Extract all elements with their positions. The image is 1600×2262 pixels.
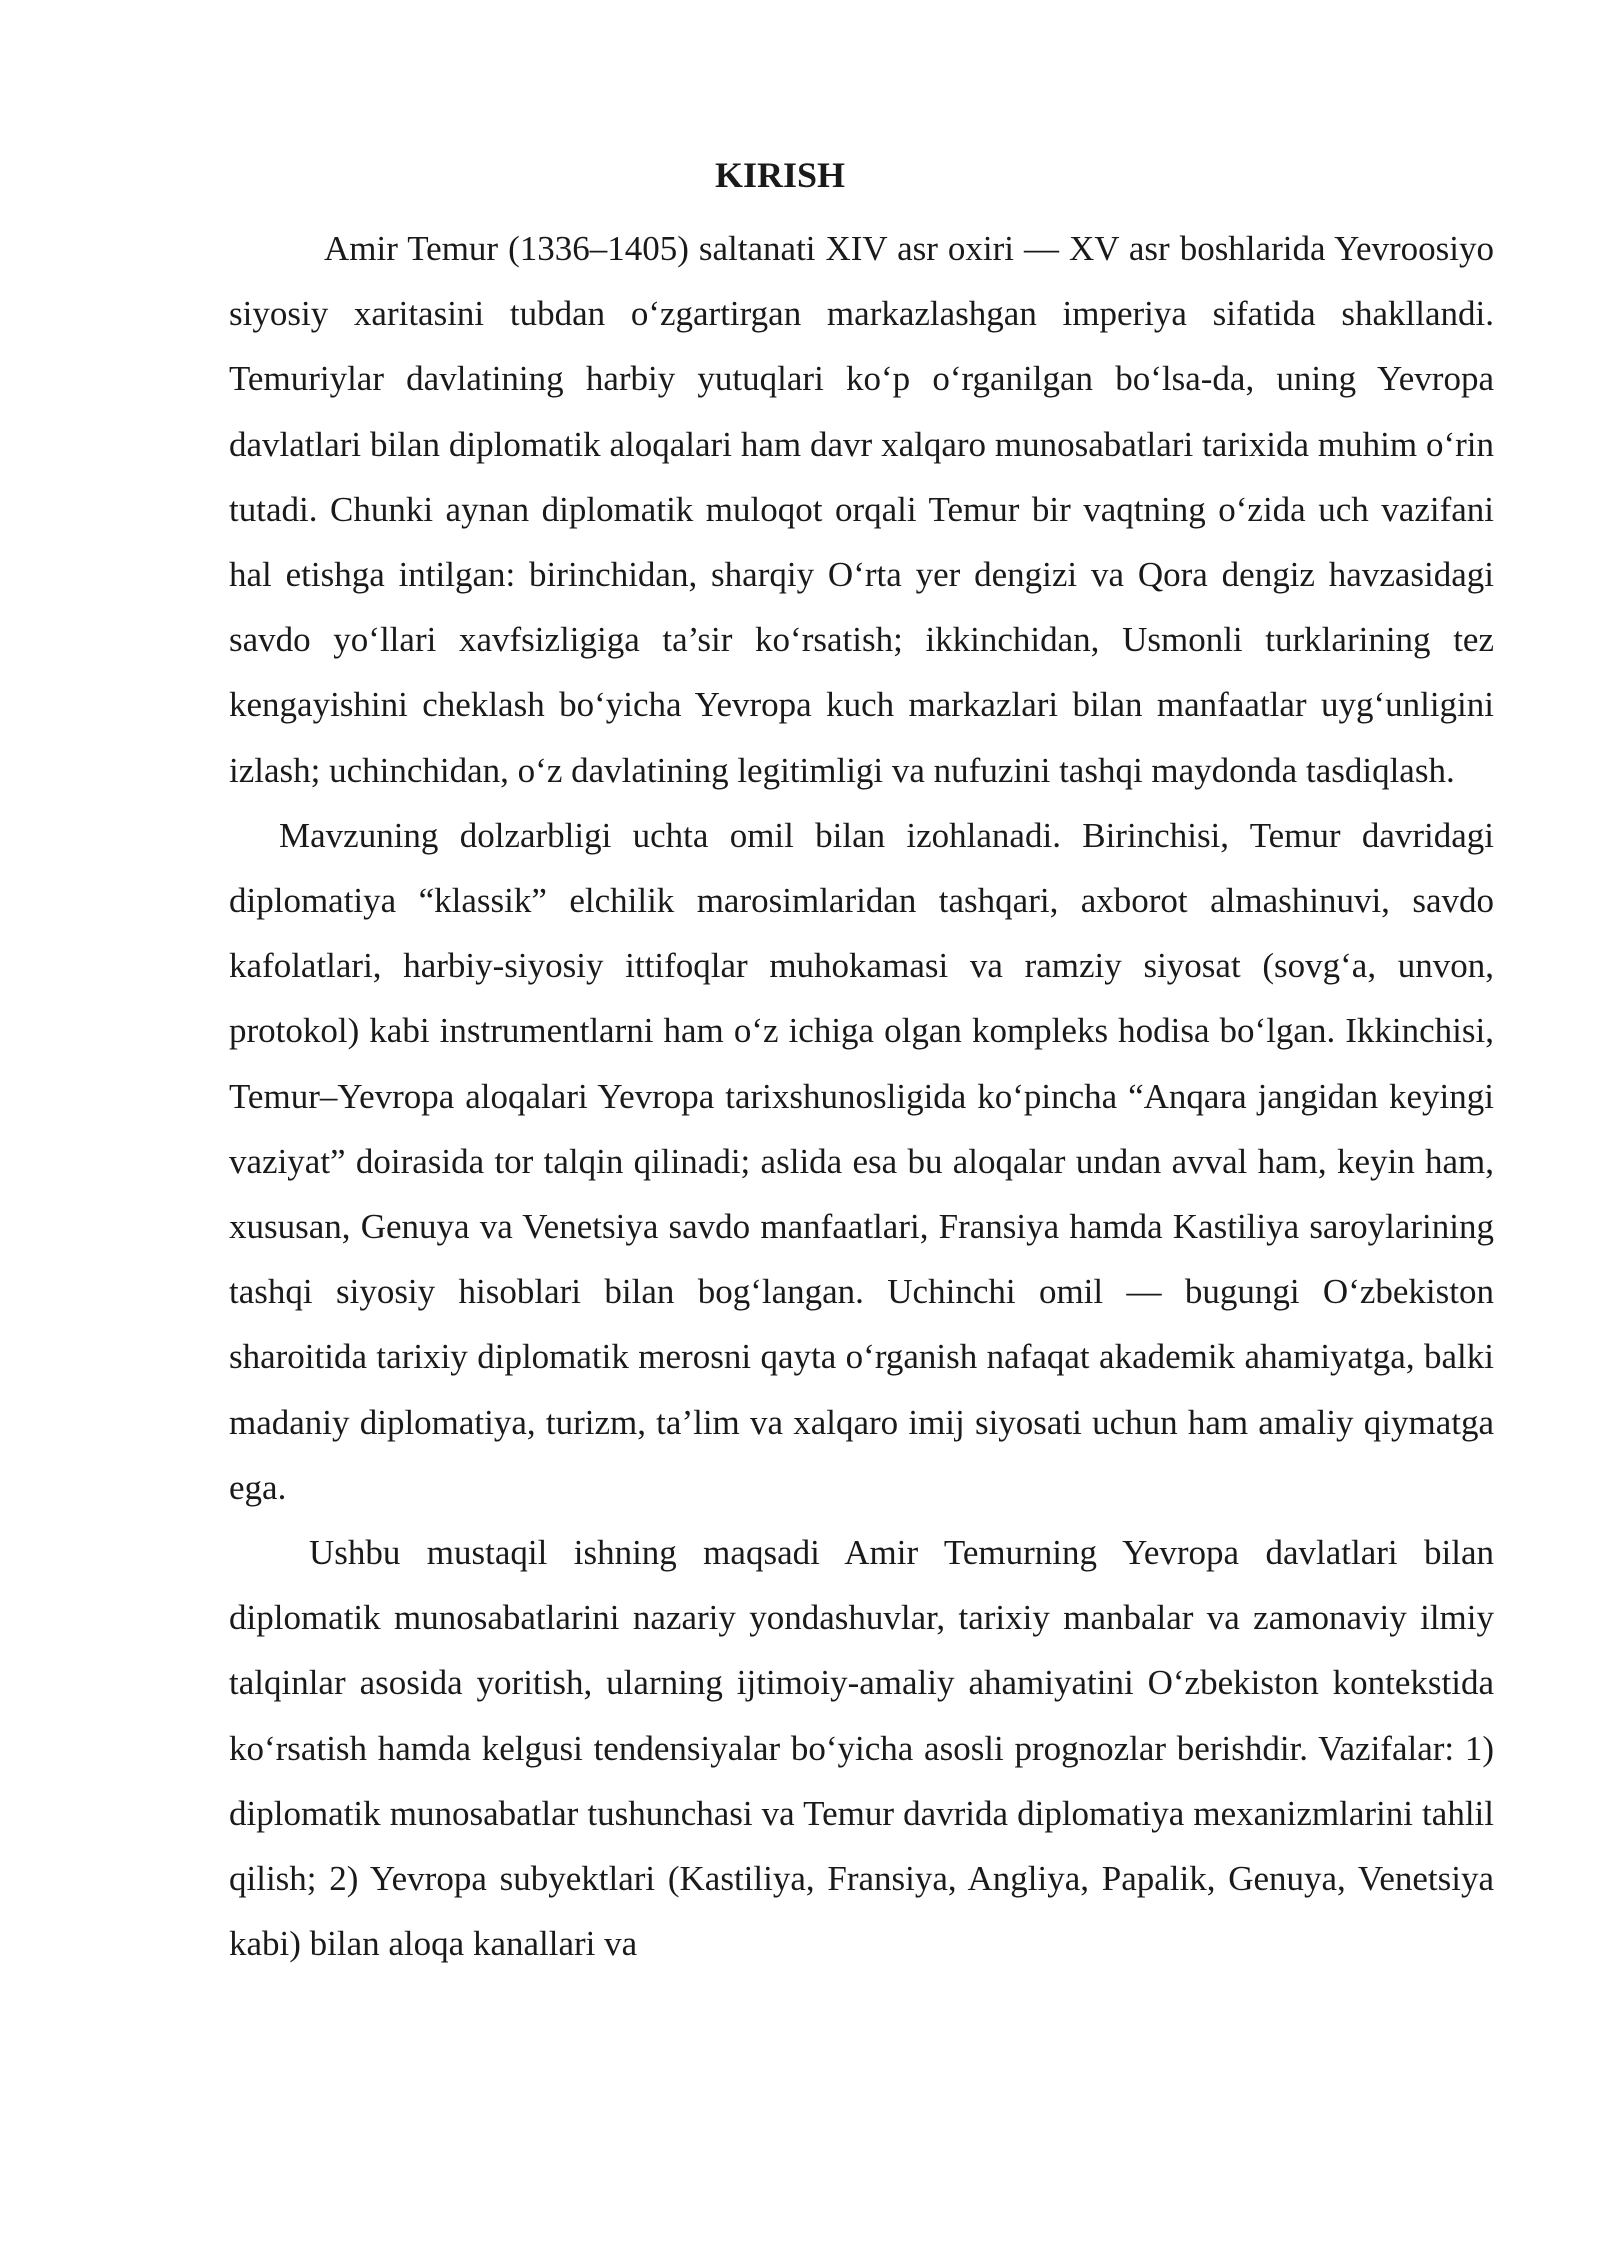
paragraph-aim-tasks: Ushbu mustaqil ishning maqsadi Amir Temurning Yevropa davlatlari bilan diplomatik munosabatlarini nazariy yondashuvlar, tarixiy manbalar va zamonaviy ilmiy talqinlar asosida yoritish, ularning ijtimoiy-amaliy ahamiyatini Oʻzbekiston kontekstida koʻrsatish hamda kelgusi tendensiyalar boʻyicha asosli prognozlar berishdir. Vazifalar: 1) diplomatik munosabatlar tushunchasi va Temur davrida diplomatiya mexanizmlarini tahlil qilish; 2) Yevropa subyektlari (Kastiliya, Fransiya, Angliya, Papalik, Genuya, Venetsiya kabi) bilan aloqa kanallari va <box>229 1533 1494 1964</box>
section-heading: KIRISH <box>714 155 846 195</box>
paragraph-intro: Amir Temur (1336–1405) saltanati XIV asr oxiri — XV asr boshlarida Yevroosiyo siyosiy xaritasini tubdan oʻzgartirgan markazlashgan imperiya sifatida shakllandi. Temuriylar davlatining harbiy yutuqlari koʻp oʻrganilgan boʻlsa-da, uning Yevropa davlatlari bilan diplomatik aloqalari ham davr xalqaro munosabatlari tarixida muhim oʻrin tutadi. Chunki aynan diplomatik muloqot orqali Temur bir vaqtning oʻzida uch vazifani hal etishga intilgan: birinchidan, sharqiy Oʻrta yer dengizi va Qora dengiz havzasidagi savdo yoʻllari xavfsizligiga ta’sir koʻrsatish; ikkinchidan, Usmonli turklarining tez kengayishini cheklash boʻyicha Yevropa kuch markazlari bilan manfaatlar uygʻunligini izlash; uchinchidan, oʻz davlatining legitimligi va nufuzini tashqi maydonda tasdiqlash. <box>229 229 1494 790</box>
document-body <box>229 216 1494 1976</box>
paragraph-relevance: Mavzuning dolzarbligi uchta omil bilan izohlanadi. Birinchisi, Temur davridagi diplomatiya “klassik” elchilik marosimlaridan tashqari, axborot almashinuvi, savdo kafolatlari, harbiy-siyosiy ittifoqlar muhokamasi va ramziy siyosat (sovgʻa, unvon, protokol) kabi instrumentlarni ham oʻz ichiga olgan kompleks hodisa boʻlgan. Ikkinchisi, Temur–Yevropa aloqalari Yevropa tarixshunosligida koʻpincha “Anqara jangidan keyingi vaziyat” doirasida tor talqin qilinadi; aslida esa bu aloqalar undan avval ham, keyin ham, xususan, Genuya va Venetsiya savdo manfaatlari, Fransiya hamda Kastiliya saroylarining tashqi siyosiy hisoblari bilan bogʻlangan. Uchinchi omil — bugungi Oʻzbekiston sharoitida tarixiy diplomatik merosni qayta oʻrganish nafaqat akademik ahamiyatga, balki madaniy diplomatiya, turizm, ta’lim va xalqaro imij siyosati uchun ham amaliy qiymatga ega. <box>229 815 1494 1507</box>
